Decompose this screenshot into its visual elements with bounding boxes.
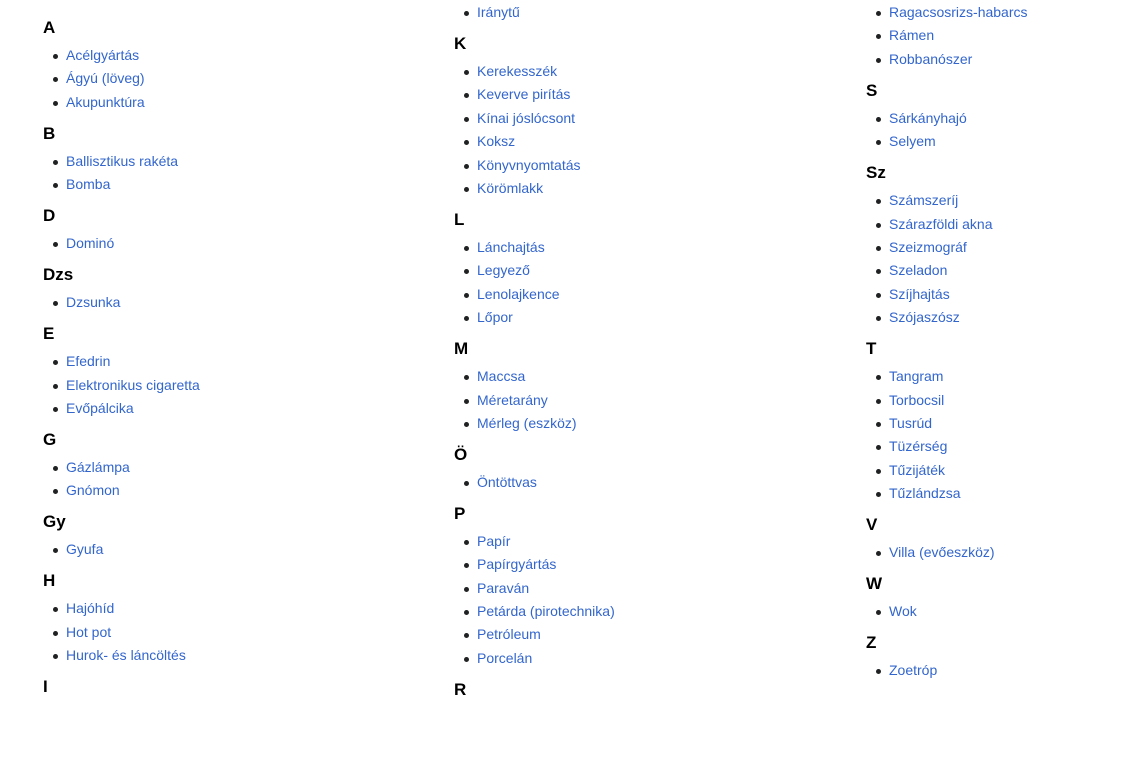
list-item bbox=[43, 70, 423, 87]
article-link[interactable]: Lőpor bbox=[477, 309, 513, 326]
article-link[interactable]: Wok bbox=[889, 603, 917, 620]
section-heading: B bbox=[43, 123, 56, 143]
article-link[interactable]: Tusrúd bbox=[889, 414, 933, 431]
article-link[interactable]: Hurok- és láncöltés bbox=[66, 647, 186, 664]
column-3 bbox=[866, 4, 1135, 692]
article-link[interactable]: Robbanószer bbox=[889, 50, 973, 67]
article-list bbox=[454, 239, 834, 326]
article-link[interactable]: Petárda (pirotechnika) bbox=[477, 603, 615, 620]
article-link[interactable]: Gázlámpa bbox=[66, 458, 130, 475]
section-heading: Gy bbox=[43, 512, 66, 532]
article-link[interactable]: Tüzérség bbox=[889, 438, 948, 455]
section-heading: M bbox=[454, 339, 469, 359]
list-item bbox=[866, 544, 1135, 561]
article-link[interactable]: Porcelán bbox=[477, 649, 533, 666]
article-link[interactable]: Bomba bbox=[66, 176, 111, 193]
list-item bbox=[866, 392, 1135, 409]
list-item bbox=[454, 626, 834, 643]
list-item bbox=[454, 4, 834, 21]
section-heading: D bbox=[43, 206, 56, 226]
list-item bbox=[866, 603, 1135, 620]
list-item bbox=[43, 541, 423, 558]
article-link[interactable]: Elektronikus cigaretta bbox=[66, 376, 200, 393]
section-heading: H bbox=[43, 571, 56, 591]
article-link[interactable]: Számszeríj bbox=[889, 192, 959, 209]
list-item bbox=[866, 239, 1135, 256]
article-link[interactable]: Szeladon bbox=[889, 262, 948, 279]
article-list bbox=[866, 4, 1135, 68]
list-item bbox=[454, 415, 834, 432]
list-item bbox=[866, 216, 1135, 233]
article-link[interactable]: Keverve pirítás bbox=[477, 86, 571, 103]
article-link[interactable]: Ballisztikus rakéta bbox=[66, 152, 179, 169]
list-item bbox=[454, 180, 834, 197]
article-link[interactable]: Szárazföldi akna bbox=[889, 215, 993, 232]
list-item bbox=[454, 474, 834, 491]
section-heading: E bbox=[43, 324, 55, 344]
list-item bbox=[454, 63, 834, 80]
list-item bbox=[866, 438, 1135, 455]
list-item bbox=[866, 286, 1135, 303]
article-list bbox=[866, 603, 1135, 620]
article-link[interactable]: Tűzlándzsa bbox=[889, 485, 961, 502]
list-item bbox=[454, 392, 834, 409]
list-item bbox=[454, 309, 834, 326]
section-heading: K bbox=[454, 34, 467, 53]
list-item bbox=[454, 239, 834, 256]
article-list bbox=[454, 368, 834, 432]
article-link[interactable]: Gyufa bbox=[66, 541, 104, 558]
section-heading: A bbox=[43, 18, 56, 37]
list-item bbox=[43, 353, 423, 370]
article-link[interactable]: Mérleg (eszköz) bbox=[477, 414, 577, 431]
article-link[interactable]: Könyvnyomtatás bbox=[477, 156, 581, 173]
article-list bbox=[454, 63, 834, 197]
article-link[interactable]: Kínai jóslócsont bbox=[477, 109, 576, 126]
article-link[interactable]: Hajóhíd bbox=[66, 600, 115, 617]
article-link[interactable]: Kerekesszék bbox=[477, 63, 558, 79]
section-heading: S bbox=[866, 80, 878, 100]
article-list bbox=[866, 192, 1135, 326]
article-link[interactable]: Legyező bbox=[477, 262, 530, 279]
article-link[interactable]: Ágyú (löveg) bbox=[66, 70, 145, 87]
list-item bbox=[454, 133, 834, 150]
section-heading: T bbox=[866, 339, 877, 359]
list-item bbox=[43, 377, 423, 394]
article-link[interactable]: Szeizmográf bbox=[889, 238, 967, 255]
list-item bbox=[43, 153, 423, 170]
article-link[interactable]: Akupunktúra bbox=[66, 93, 145, 110]
article-link[interactable]: Selyem bbox=[889, 133, 936, 150]
article-link[interactable]: Körömlakk bbox=[477, 179, 544, 196]
article-list bbox=[866, 544, 1135, 561]
list-item bbox=[43, 624, 423, 641]
article-link[interactable]: Rámen bbox=[889, 27, 935, 44]
article-link[interactable]: Tűzijáték bbox=[889, 461, 946, 478]
article-list bbox=[43, 541, 423, 558]
article-link[interactable]: Evőpálcika bbox=[66, 399, 134, 416]
list-item bbox=[43, 176, 423, 193]
list-item bbox=[866, 192, 1135, 209]
section-heading: G bbox=[43, 429, 57, 449]
list-item bbox=[454, 110, 834, 127]
section-heading: V bbox=[866, 515, 878, 535]
list-item bbox=[866, 662, 1135, 679]
list-item bbox=[866, 309, 1135, 326]
list-item bbox=[43, 47, 423, 64]
article-link[interactable]: Hot pot bbox=[66, 623, 112, 640]
article-link[interactable]: Dzsunka bbox=[66, 294, 121, 311]
list-item bbox=[454, 603, 834, 620]
list-item bbox=[43, 647, 423, 664]
list-item bbox=[866, 51, 1135, 68]
section-heading: I bbox=[43, 677, 48, 697]
column-1 bbox=[43, 18, 423, 706]
list-item bbox=[43, 400, 423, 417]
article-list bbox=[866, 368, 1135, 502]
list-item bbox=[866, 262, 1135, 279]
list-item bbox=[866, 133, 1135, 150]
article-link[interactable]: Szíjhajtás bbox=[889, 285, 950, 302]
article-link[interactable]: Dominó bbox=[66, 235, 115, 252]
article-list bbox=[866, 662, 1135, 679]
article-link[interactable]: Torbocsil bbox=[889, 391, 945, 408]
article-link[interactable]: Sárkányhajó bbox=[889, 109, 967, 126]
article-link[interactable]: Paraván bbox=[477, 579, 530, 596]
list-item bbox=[454, 580, 834, 597]
article-link[interactable]: Lánchajtás bbox=[477, 238, 545, 255]
section-heading: Z bbox=[866, 633, 877, 653]
list-item bbox=[454, 368, 834, 385]
list-item bbox=[866, 415, 1135, 432]
list-item bbox=[43, 235, 423, 252]
section-heading: L bbox=[454, 209, 465, 229]
article-link[interactable]: Maccsa bbox=[477, 368, 526, 385]
article-link[interactable]: Acélgyártás bbox=[66, 47, 140, 63]
list-item bbox=[454, 533, 834, 550]
list-item bbox=[43, 459, 423, 476]
article-list bbox=[866, 110, 1135, 150]
list-item bbox=[454, 86, 834, 103]
list-item bbox=[43, 294, 423, 311]
list-item bbox=[454, 286, 834, 303]
article-link[interactable]: Villa (evőeszköz) bbox=[889, 544, 995, 561]
list-item bbox=[866, 462, 1135, 479]
section-heading: W bbox=[866, 574, 883, 594]
article-link[interactable]: Zoetróp bbox=[889, 662, 938, 679]
section-heading: P bbox=[454, 503, 466, 523]
list-item bbox=[43, 600, 423, 617]
section-heading: Ö bbox=[454, 444, 468, 464]
list-item bbox=[866, 110, 1135, 127]
article-list bbox=[454, 533, 834, 667]
article-link[interactable]: Petróleum bbox=[477, 626, 541, 643]
column-2 bbox=[454, 4, 834, 709]
article-link[interactable]: Papírgyártás bbox=[477, 556, 557, 573]
article-link[interactable]: Szójaszósz bbox=[889, 309, 960, 326]
article-list bbox=[43, 353, 423, 417]
article-link[interactable]: Koksz bbox=[477, 133, 516, 150]
list-item bbox=[43, 94, 423, 111]
section-heading: Dzs bbox=[43, 265, 74, 285]
article-link[interactable]: Iránytű bbox=[477, 4, 520, 20]
list-item bbox=[866, 368, 1135, 385]
article-link[interactable]: Efedrin bbox=[66, 353, 111, 370]
article-list bbox=[43, 235, 423, 252]
list-item bbox=[866, 4, 1135, 21]
article-list bbox=[43, 153, 423, 193]
section-heading: Sz bbox=[866, 163, 886, 183]
list-item bbox=[454, 157, 834, 174]
section-heading: R bbox=[454, 679, 467, 699]
article-link[interactable]: Méretarány bbox=[477, 391, 548, 408]
article-link[interactable]: Lenolajkence bbox=[477, 285, 560, 302]
article-list bbox=[43, 47, 423, 111]
article-link[interactable]: Tangram bbox=[889, 368, 944, 385]
list-item bbox=[454, 262, 834, 279]
article-list bbox=[454, 474, 834, 491]
article-list bbox=[43, 294, 423, 311]
article-link[interactable]: Öntöttvas bbox=[477, 473, 537, 490]
article-list bbox=[43, 459, 423, 499]
list-item bbox=[866, 485, 1135, 502]
list-item bbox=[866, 27, 1135, 44]
article-list bbox=[454, 4, 834, 21]
article-link[interactable]: Papír bbox=[477, 532, 511, 549]
list-item bbox=[454, 650, 834, 667]
article-link[interactable]: Ragacsosrizs-habarcs bbox=[889, 4, 1028, 20]
article-link[interactable]: Gnómon bbox=[66, 482, 120, 499]
list-item bbox=[43, 482, 423, 499]
article-list bbox=[43, 600, 423, 664]
list-item bbox=[454, 556, 834, 573]
